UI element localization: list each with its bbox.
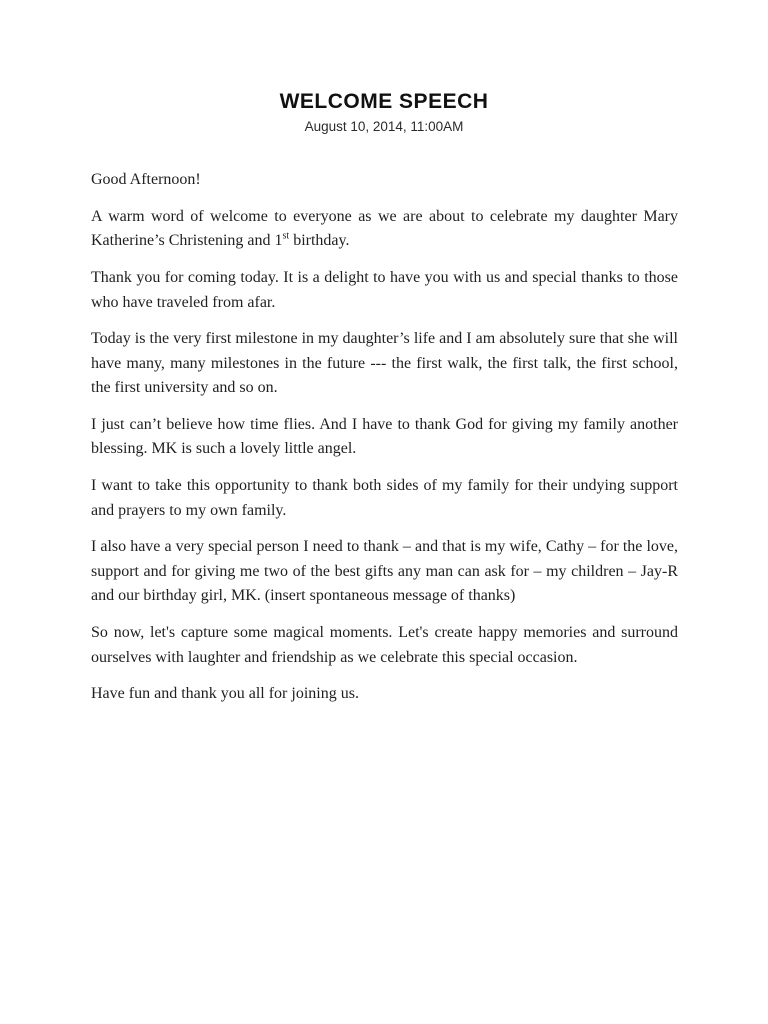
paragraph-thanks-for-coming: Thank you for coming today. It is a delight to have you with us and special thanks to those who have traveled from afar. [91,268,678,311]
paragraph-welcome [91,205,678,254]
paragraph-capture-moments: So now, let's capture some magical moments. Let's create happy memories and surround ourselves with laughter and friendship as we celebrate this special occasion. [91,624,678,666]
document-body [91,168,678,707]
paragraph-closing: Have fun and thank you all for joining us. [91,685,359,703]
document-date: August 10, 2014, 11:00AM [304,119,464,135]
document-header [0,0,768,134]
paragraph-greeting: Good Afternoon! [91,171,201,189]
document-title: WELCOME SPEECH [279,90,489,113]
ordinal-superscript: st [282,231,290,242]
paragraph-first-milestone: Today is the very first milestone in my daughter’s life and I am absolutely sure that she will have many, many milestones in the future --- the first walk, the first talk, the first school, the first university and so on. [91,330,678,397]
paragraph-thank-family: I want to take this opportunity to thank both sides of my family for their undying support and prayers to my own family. [91,477,678,519]
paragraph-welcome-before-sup: A warm word of welcome to everyone as we are about to celebrate my daughter Mary Katherine’s Christening and 1 [91,207,678,250]
paragraph-time-flies: I just can’t believe how time flies. And I have to thank God for giving my family another blessing. MK is such a lovely little angel. [91,415,678,458]
paragraph-welcome-after-sup: birthday. [289,232,350,250]
paragraph-thank-wife: I also have a very special person I need to thank – and that is my wife, Cathy – for the love, support and for giving me two of the best gifts any man can ask for – my children – Jay-R and our birthday girl, MK. (insert spontaneous message of thanks) [91,538,678,605]
